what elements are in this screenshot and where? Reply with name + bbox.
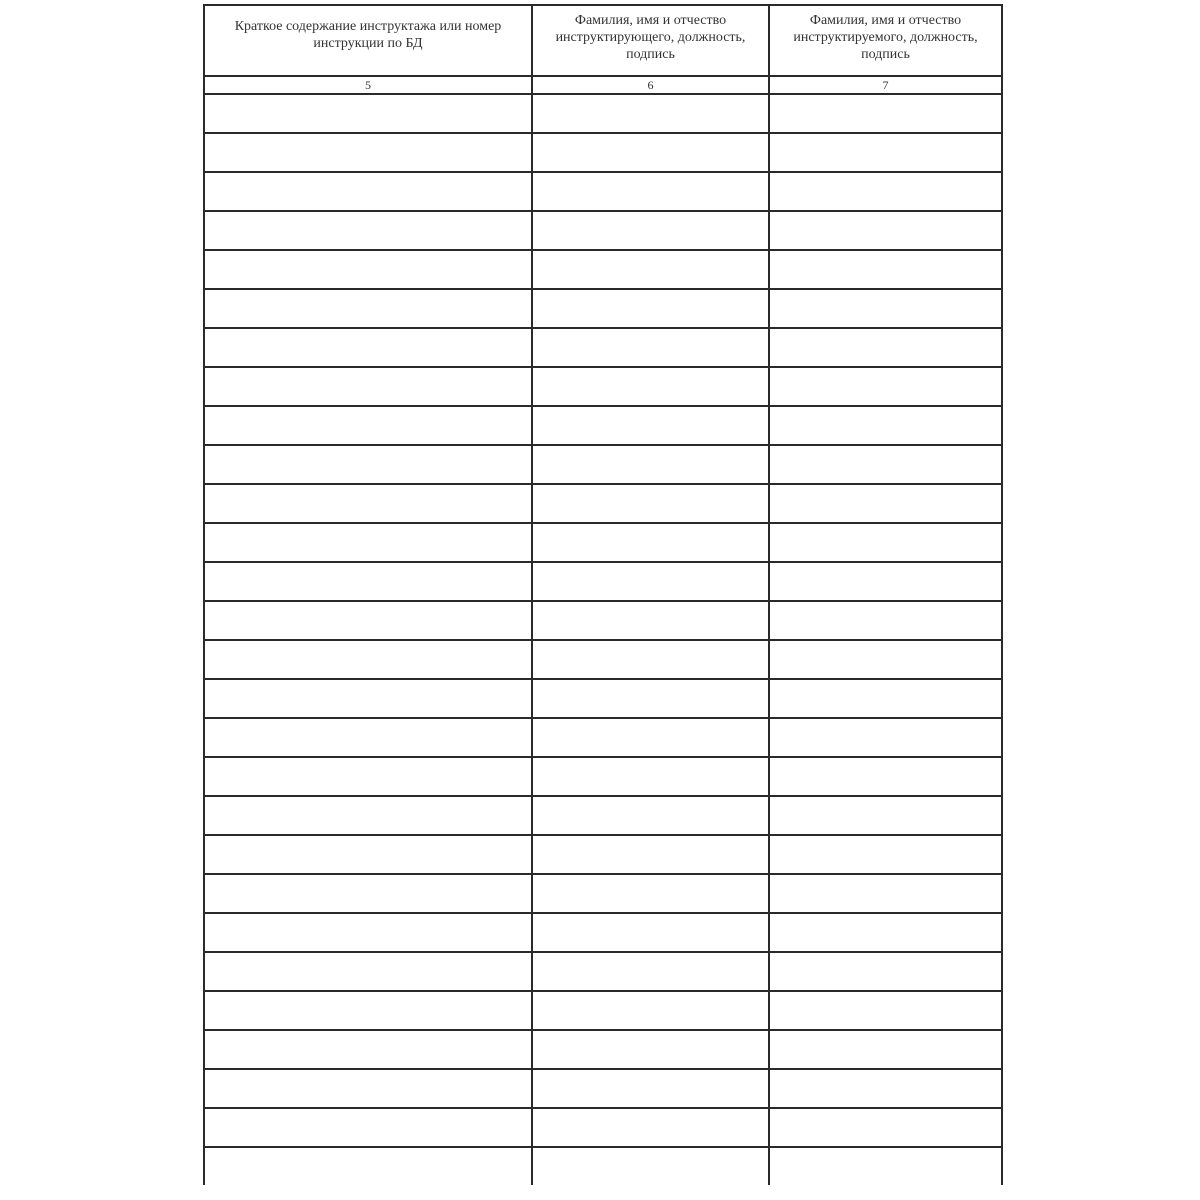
table-row — [204, 1030, 1002, 1069]
table-row — [204, 1108, 1002, 1147]
table-row — [204, 133, 1002, 172]
table-row — [204, 640, 1002, 679]
instructor-cell[interactable] — [532, 289, 769, 328]
table-row — [204, 757, 1002, 796]
briefing-summary-cell[interactable] — [204, 796, 532, 835]
briefing-summary-cell[interactable] — [204, 1108, 532, 1147]
trainee-cell[interactable] — [769, 211, 1002, 250]
table-row — [204, 445, 1002, 484]
instructor-cell[interactable] — [532, 94, 769, 133]
instructor-cell[interactable] — [532, 679, 769, 718]
table-row — [204, 211, 1002, 250]
trainee-cell[interactable] — [769, 601, 1002, 640]
trainee-cell[interactable] — [769, 835, 1002, 874]
trainee-cell[interactable] — [769, 1030, 1002, 1069]
trainee-cell[interactable] — [769, 913, 1002, 952]
trainee-cell[interactable] — [769, 640, 1002, 679]
column-header-trainee: Фамилия, имя и отчество инструктируемого, должность, подпись — [769, 5, 1002, 76]
instructor-cell[interactable] — [532, 562, 769, 601]
briefing-summary-cell[interactable] — [204, 991, 532, 1030]
trainee-cell[interactable] — [769, 484, 1002, 523]
instructor-cell[interactable] — [532, 913, 769, 952]
briefing-summary-cell[interactable] — [204, 718, 532, 757]
briefing-summary-cell[interactable] — [204, 1030, 532, 1069]
instructor-cell[interactable] — [532, 328, 769, 367]
instructor-cell[interactable] — [532, 445, 769, 484]
instructor-cell[interactable] — [532, 874, 769, 913]
trainee-cell[interactable] — [769, 367, 1002, 406]
briefing-summary-cell[interactable] — [204, 913, 532, 952]
table-row — [204, 250, 1002, 289]
table-row — [204, 835, 1002, 874]
instructor-cell[interactable] — [532, 250, 769, 289]
instructor-cell[interactable] — [532, 211, 769, 250]
journal-rows — [204, 94, 1002, 1185]
instructor-cell[interactable] — [532, 640, 769, 679]
trainee-cell[interactable] — [769, 562, 1002, 601]
trainee-cell[interactable] — [769, 523, 1002, 562]
briefing-summary-cell[interactable] — [204, 328, 532, 367]
trainee-cell[interactable] — [769, 250, 1002, 289]
table-row — [204, 679, 1002, 718]
trainee-cell[interactable] — [769, 133, 1002, 172]
table-row — [204, 1069, 1002, 1108]
briefing-summary-cell[interactable] — [204, 367, 532, 406]
column-number-row — [204, 76, 1002, 94]
instructor-cell[interactable] — [532, 718, 769, 757]
column-header-instructor: Фамилия, имя и отчество инструктирующего, должность, подпись — [532, 5, 769, 76]
trainee-cell[interactable] — [769, 1108, 1002, 1147]
trainee-cell[interactable] — [769, 172, 1002, 211]
briefing-summary-cell[interactable] — [204, 289, 532, 328]
table-row — [204, 874, 1002, 913]
briefing-summary-cell[interactable] — [204, 1069, 532, 1108]
trainee-cell[interactable] — [769, 991, 1002, 1030]
briefing-summary-cell[interactable] — [204, 250, 532, 289]
trainee-cell[interactable] — [769, 406, 1002, 445]
briefing-summary-cell[interactable] — [204, 952, 532, 991]
instruction-journal-page — [203, 4, 1001, 1200]
briefing-summary-cell[interactable] — [204, 484, 532, 523]
column-number-7: 7 — [769, 76, 1002, 94]
instructor-cell[interactable] — [532, 367, 769, 406]
briefing-summary-cell[interactable] — [204, 835, 532, 874]
instructor-cell[interactable] — [532, 601, 769, 640]
table-row — [204, 718, 1002, 757]
instructor-cell[interactable] — [532, 172, 769, 211]
table-row — [204, 367, 1002, 406]
briefing-summary-cell[interactable] — [204, 406, 532, 445]
instructor-cell[interactable] — [532, 1069, 769, 1108]
instruction-journal-table — [203, 4, 1003, 1185]
trainee-cell[interactable] — [769, 94, 1002, 133]
trainee-cell[interactable] — [769, 328, 1002, 367]
table-row — [204, 601, 1002, 640]
instructor-cell[interactable] — [532, 484, 769, 523]
table-row — [204, 94, 1002, 133]
column-number-5: 5 — [204, 76, 532, 94]
table-row — [204, 406, 1002, 445]
instructor-cell[interactable] — [532, 1147, 769, 1185]
briefing-summary-cell[interactable] — [204, 562, 532, 601]
trainee-cell[interactable] — [769, 1147, 1002, 1185]
table-row — [204, 913, 1002, 952]
table-row — [204, 1147, 1002, 1185]
briefing-summary-cell[interactable] — [204, 679, 532, 718]
table-row — [204, 991, 1002, 1030]
instructor-cell[interactable] — [532, 1030, 769, 1069]
briefing-summary-cell[interactable] — [204, 874, 532, 913]
instructor-cell[interactable] — [532, 796, 769, 835]
trainee-cell[interactable] — [769, 679, 1002, 718]
briefing-summary-cell[interactable] — [204, 133, 532, 172]
table-row — [204, 952, 1002, 991]
trainee-cell[interactable] — [769, 718, 1002, 757]
instructor-cell[interactable] — [532, 406, 769, 445]
instructor-cell[interactable] — [532, 757, 769, 796]
table-row — [204, 484, 1002, 523]
briefing-summary-cell[interactable] — [204, 445, 532, 484]
trainee-cell[interactable] — [769, 952, 1002, 991]
briefing-summary-cell[interactable] — [204, 640, 532, 679]
trainee-cell[interactable] — [769, 874, 1002, 913]
column-header-briefing-summary: Краткое содержание инструктажа или номер инструкции по БД — [204, 5, 532, 76]
trainee-cell[interactable] — [769, 757, 1002, 796]
table-row — [204, 328, 1002, 367]
instructor-cell[interactable] — [532, 835, 769, 874]
instructor-cell[interactable] — [532, 991, 769, 1030]
table-row — [204, 172, 1002, 211]
instructor-cell[interactable] — [532, 952, 769, 991]
instructor-cell[interactable] — [532, 133, 769, 172]
table-row — [204, 523, 1002, 562]
briefing-summary-cell[interactable] — [204, 757, 532, 796]
briefing-summary-cell[interactable] — [204, 94, 532, 133]
briefing-summary-cell[interactable] — [204, 601, 532, 640]
briefing-summary-cell[interactable] — [204, 211, 532, 250]
table-row — [204, 289, 1002, 328]
instructor-cell[interactable] — [532, 523, 769, 562]
briefing-summary-cell[interactable] — [204, 1147, 532, 1185]
briefing-summary-cell[interactable] — [204, 172, 532, 211]
table-row — [204, 562, 1002, 601]
trainee-cell[interactable] — [769, 796, 1002, 835]
column-number-6: 6 — [532, 76, 769, 94]
trainee-cell[interactable] — [769, 289, 1002, 328]
trainee-cell[interactable] — [769, 1069, 1002, 1108]
briefing-summary-cell[interactable] — [204, 523, 532, 562]
table-row — [204, 796, 1002, 835]
header-row — [204, 5, 1002, 76]
instructor-cell[interactable] — [532, 1108, 769, 1147]
trainee-cell[interactable] — [769, 445, 1002, 484]
